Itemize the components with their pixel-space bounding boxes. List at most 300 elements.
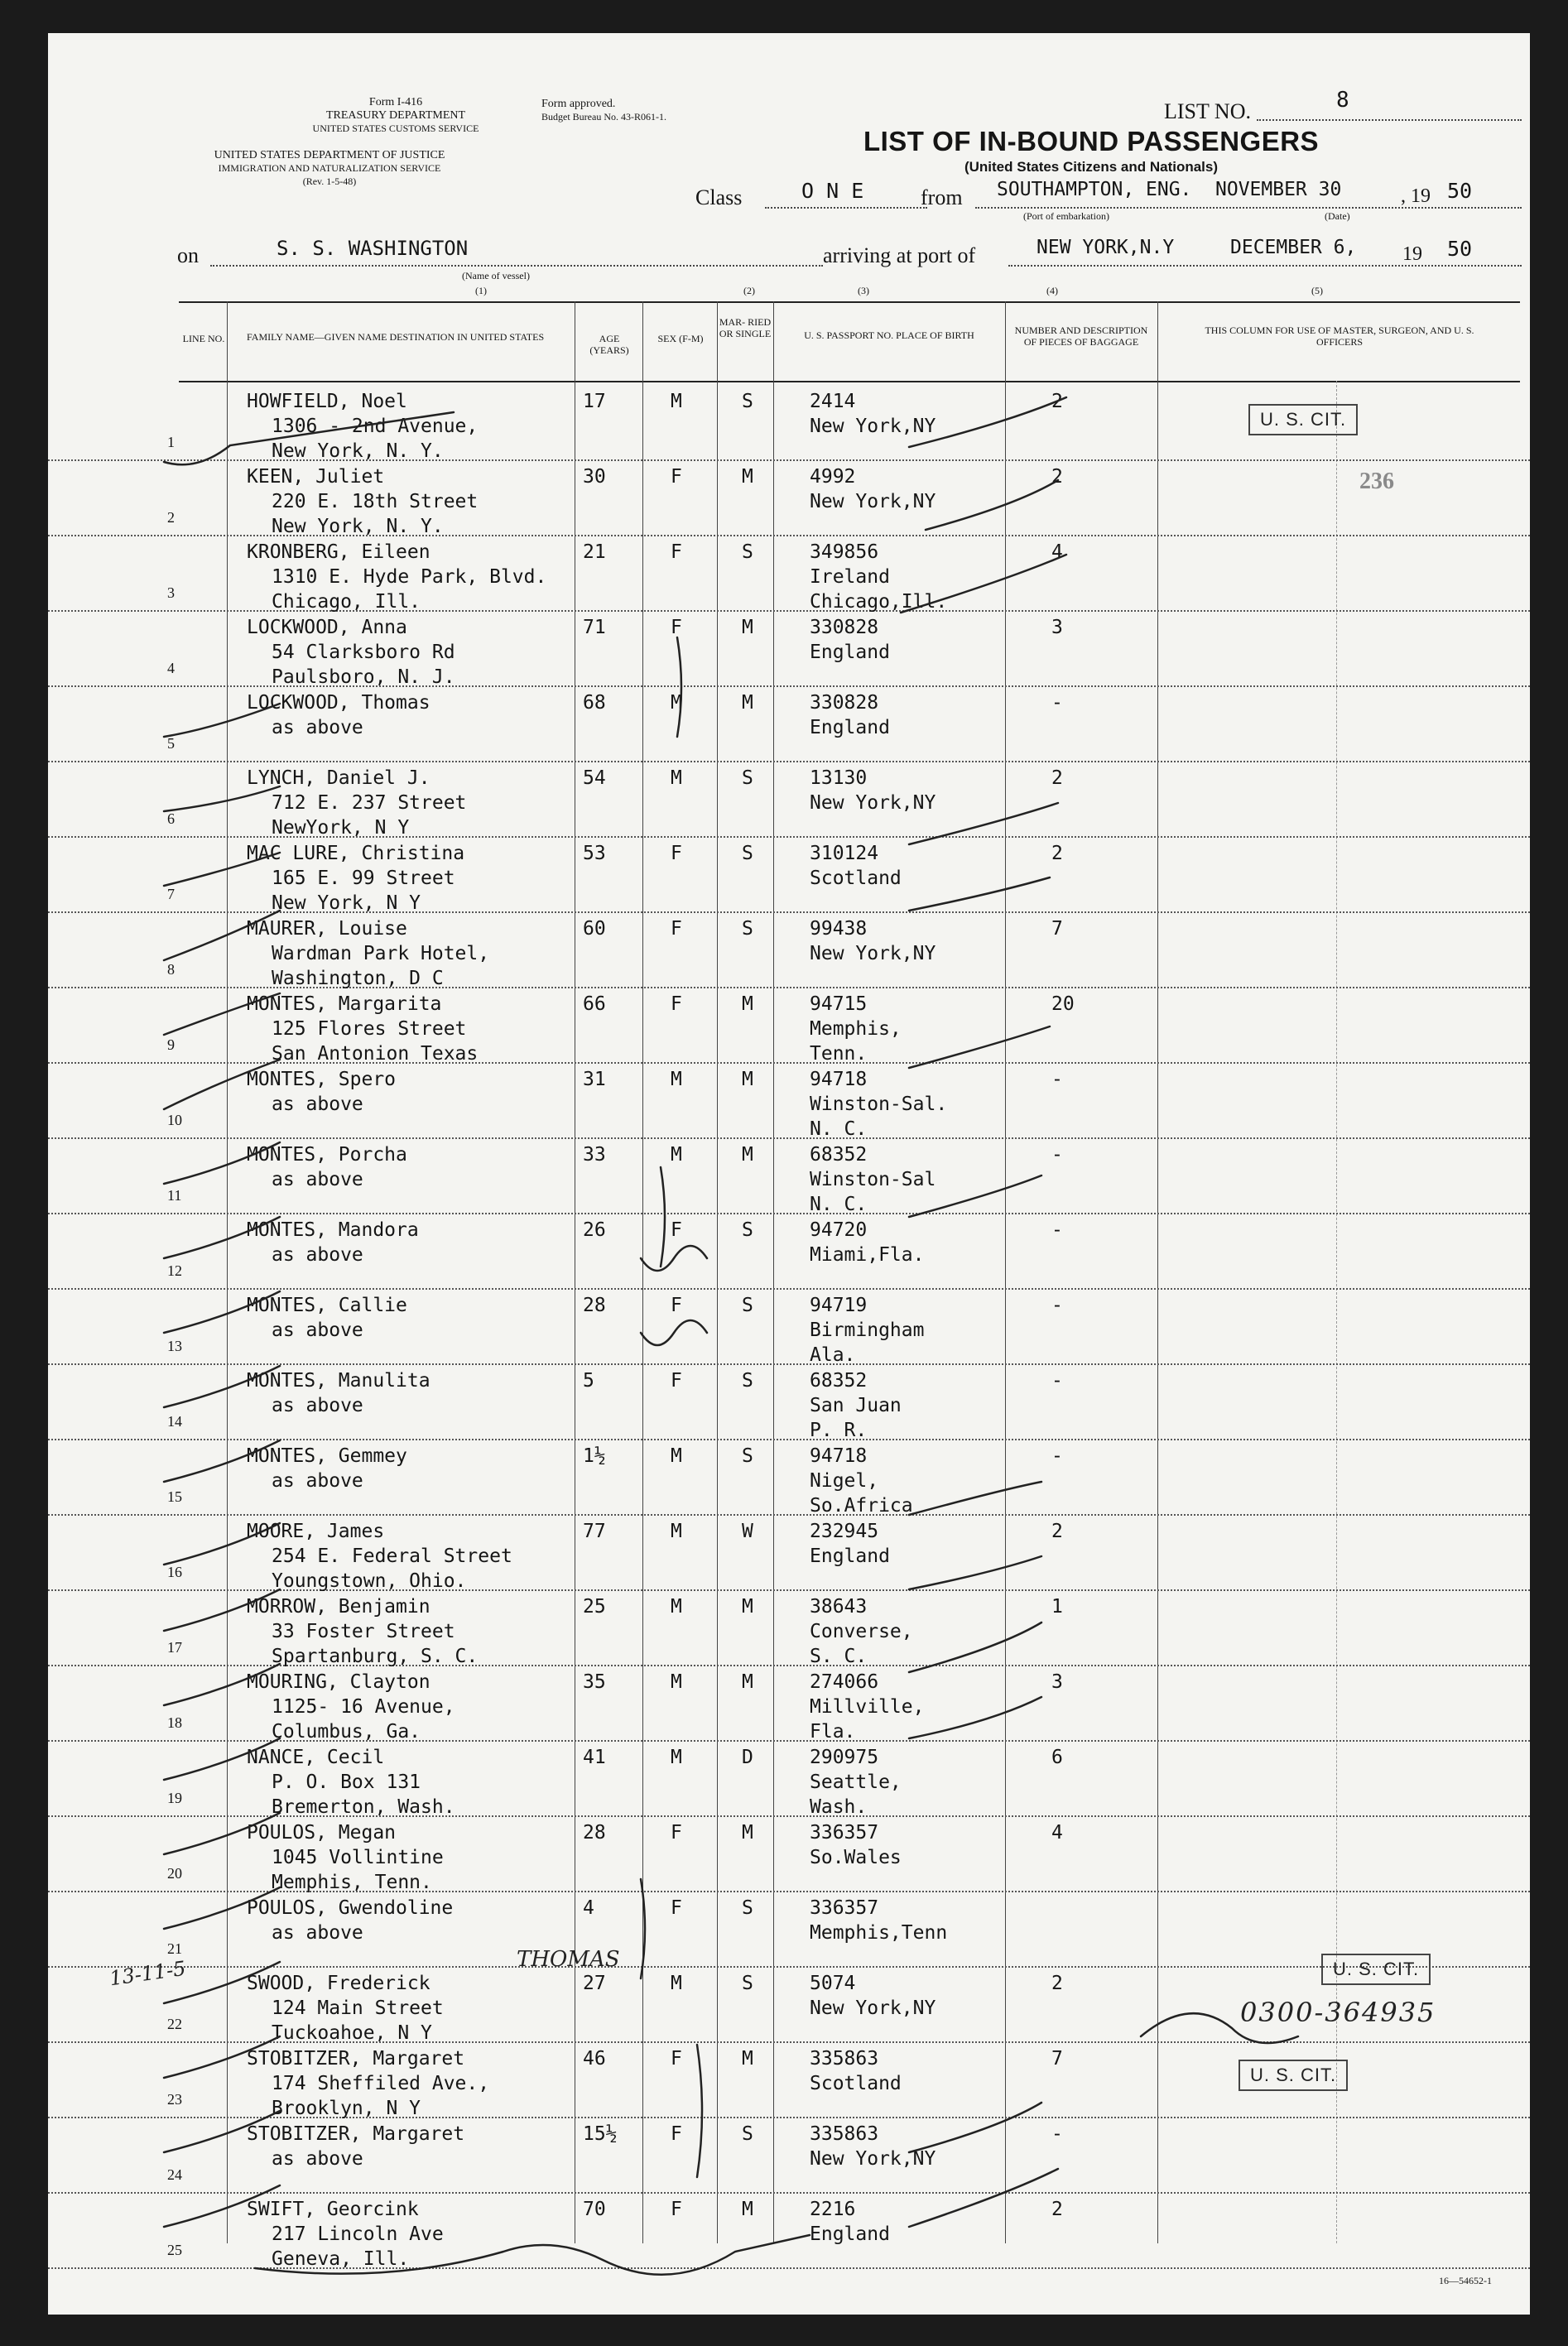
birthplace-cont-cell: P. R. bbox=[810, 1420, 868, 1441]
birthplace-cell: Miami,Fla. bbox=[810, 1244, 925, 1266]
birthplace-cell: Memphis,Tenn bbox=[810, 1922, 948, 1944]
passport-number-cell: 94718 bbox=[810, 1069, 868, 1090]
name-line: MOORE, James bbox=[247, 1521, 385, 1542]
birthplace-cont-cell: N. C. bbox=[810, 1194, 868, 1215]
line-number: 5 bbox=[167, 735, 175, 752]
age-cell: 27 bbox=[583, 1973, 606, 1994]
line-number: 25 bbox=[167, 2242, 182, 2258]
vessel-name: S. S. WASHINGTON bbox=[277, 237, 469, 260]
sex-cell: F bbox=[671, 2199, 682, 2220]
name-line: HOWFIELD, Noel bbox=[247, 391, 407, 412]
age-cell: 4 bbox=[583, 1897, 594, 1919]
col-num-5: (5) bbox=[1311, 285, 1323, 296]
birthplace-cell: Millville, bbox=[810, 1696, 925, 1718]
marital-status-cell: S bbox=[742, 1973, 753, 1994]
baggage-cell: 1 bbox=[1051, 1596, 1063, 1618]
address-line: 1045 Vollintine bbox=[272, 1847, 444, 1868]
address-line: as above bbox=[272, 1169, 363, 1190]
page-title: LIST OF IN-BOUND PASSENGERS bbox=[863, 126, 1320, 156]
name-line: MONTES, Callie bbox=[247, 1295, 407, 1316]
age-cell: 46 bbox=[583, 2048, 606, 2070]
passport-number-cell: 5074 bbox=[810, 1973, 856, 1994]
age-cell: 77 bbox=[583, 1521, 606, 1542]
birthplace-cell: Birmingham bbox=[810, 1320, 925, 1341]
address-line: 254 E. Federal Street bbox=[272, 1546, 512, 1567]
year-prefix-2: 19 bbox=[1402, 243, 1422, 265]
name-line: MONTES, Spero bbox=[247, 1069, 397, 1090]
form-number: Form I-416 bbox=[368, 96, 423, 108]
marital-status-cell: S bbox=[742, 2123, 753, 2145]
line-number: 22 bbox=[167, 2016, 182, 2032]
address-line: as above bbox=[272, 1094, 363, 1115]
passport-number-cell: 2216 bbox=[810, 2199, 856, 2220]
line-number: 15 bbox=[167, 1488, 182, 1505]
birthplace-cell: Winston-Sal bbox=[810, 1169, 936, 1190]
col-num-3: (3) bbox=[858, 285, 869, 296]
baggage-cell: - bbox=[1051, 2123, 1063, 2145]
line-number: 23 bbox=[167, 2091, 182, 2108]
baggage-cell: 7 bbox=[1051, 2048, 1063, 2070]
baggage-cell: 3 bbox=[1051, 617, 1063, 638]
baggage-cell: 6 bbox=[1051, 1747, 1063, 1768]
sex-cell: M bbox=[671, 1671, 682, 1693]
city-line: Columbus, Ga. bbox=[272, 1721, 421, 1743]
side-note: 13-11-5 bbox=[108, 1956, 188, 1991]
address-line: 217 Lincoln Ave bbox=[272, 2223, 444, 2245]
marital-status-cell: M bbox=[742, 692, 753, 714]
department-of-justice: UNITED STATES DEPARTMENT OF JUSTICE bbox=[214, 149, 445, 161]
sex-cell: M bbox=[671, 1973, 682, 1994]
age-cell: 66 bbox=[583, 993, 606, 1015]
name-line: MONTES, Gemmey bbox=[247, 1445, 407, 1467]
baggage-cell: 20 bbox=[1051, 993, 1075, 1015]
age-cell: 21 bbox=[583, 541, 606, 563]
address-line: as above bbox=[272, 717, 363, 738]
address-line: Wardman Park Hotel, bbox=[272, 943, 490, 964]
marital-status-cell: M bbox=[742, 1596, 753, 1618]
sex-cell: F bbox=[671, 1295, 682, 1316]
address-line: 1125- 16 Avenue, bbox=[272, 1696, 455, 1718]
passport-number-cell: 13130 bbox=[810, 767, 868, 789]
line-number: 20 bbox=[167, 1865, 182, 1882]
us-cit-stamp: U. S. CIT. bbox=[1248, 404, 1358, 435]
marital-status-cell: M bbox=[742, 1822, 753, 1844]
sex-cell: M bbox=[671, 767, 682, 789]
certificate-number: 0300-364935 bbox=[1240, 1997, 1436, 2028]
sex-cell: M bbox=[671, 1596, 682, 1618]
customs-service: UNITED STATES CUSTOMS SERVICE bbox=[312, 123, 479, 134]
baggage-cell: 4 bbox=[1051, 541, 1063, 563]
class-value: O N E bbox=[801, 179, 864, 203]
marital-status-cell: W bbox=[742, 1521, 753, 1542]
baggage-cell: - bbox=[1051, 1295, 1063, 1316]
age-cell: 25 bbox=[583, 1596, 606, 1618]
name-line: SWOOD, Frederick bbox=[247, 1973, 430, 1994]
age-cell: 70 bbox=[583, 2199, 606, 2220]
year-2: 50 bbox=[1447, 237, 1473, 261]
header-passport: U. S. PASSPORT NO. PLACE OF BIRTH bbox=[804, 329, 974, 341]
passport-number-cell: 38643 bbox=[810, 1596, 868, 1618]
address-line: 1306 - 2nd Avenue, bbox=[272, 416, 479, 437]
city-line: Bremerton, Wash. bbox=[272, 1796, 455, 1818]
us-cit-stamp: U. S. CIT. bbox=[1239, 2060, 1348, 2091]
marital-status-cell: S bbox=[742, 1295, 753, 1316]
line-number: 14 bbox=[167, 1413, 182, 1430]
birthplace-cell: Nigel, bbox=[810, 1470, 879, 1492]
city-line: New York, N. Y. bbox=[272, 516, 444, 537]
baggage-cell: - bbox=[1051, 692, 1063, 714]
from-value: SOUTHAMPTON, ENG. bbox=[997, 179, 1192, 200]
age-cell: 60 bbox=[583, 918, 606, 940]
marital-status-cell: M bbox=[742, 2048, 753, 2070]
address-line: 220 E. 18th Street bbox=[272, 491, 479, 512]
name-line: MONTES, Mandora bbox=[247, 1219, 419, 1241]
list-no-label: LIST NO. bbox=[1164, 99, 1251, 123]
line-number: 12 bbox=[167, 1262, 182, 1279]
baggage-cell: 2 bbox=[1051, 1973, 1063, 1994]
name-line: STOBITZER, Margaret bbox=[247, 2123, 465, 2145]
city-line: Chicago, Ill. bbox=[272, 591, 421, 613]
sex-cell: F bbox=[671, 918, 682, 940]
city-line: Geneva, Ill. bbox=[272, 2248, 410, 2270]
name-line: MONTES, Porcha bbox=[247, 1144, 407, 1166]
passport-number-cell: 4992 bbox=[810, 466, 856, 488]
name-line: NANCE, Cecil bbox=[247, 1747, 385, 1768]
class-label: Class bbox=[695, 185, 743, 209]
baggage-cell: 2 bbox=[1051, 1521, 1063, 1542]
manifest-page bbox=[48, 33, 1530, 2315]
age-cell: 71 bbox=[583, 617, 606, 638]
address-line: P. O. Box 131 bbox=[272, 1772, 421, 1793]
sex-cell: F bbox=[671, 993, 682, 1015]
birthplace-cell: New York,NY bbox=[810, 2148, 936, 2170]
birthplace-cell: So.Wales bbox=[810, 1847, 902, 1868]
baggage-cell: 2 bbox=[1051, 843, 1063, 864]
address-line: 712 E. 237 Street bbox=[272, 792, 467, 814]
name-line: LOCKWOOD, Anna bbox=[247, 617, 407, 638]
header-age: AGE (YEARS) bbox=[589, 333, 629, 356]
marital-status-cell: S bbox=[742, 391, 753, 412]
passport-number-cell: 99438 bbox=[810, 918, 868, 940]
birthplace-cell: Scotland bbox=[810, 2073, 902, 2094]
passport-number-cell: 94719 bbox=[810, 1295, 868, 1316]
name-line: MONTES, Manulita bbox=[247, 1370, 430, 1392]
passport-number-cell: 336357 bbox=[810, 1897, 879, 1919]
ins-service: IMMIGRATION AND NATURALIZATION SERVICE bbox=[218, 162, 441, 174]
address-line: as above bbox=[272, 1922, 363, 1944]
city-line: San Antonion Texas bbox=[272, 1043, 479, 1065]
line-number: 16 bbox=[167, 1564, 182, 1580]
age-cell: 1½ bbox=[583, 1445, 606, 1467]
name-line: LYNCH, Daniel J. bbox=[247, 767, 430, 789]
birthplace-cell: New York,NY bbox=[810, 416, 936, 437]
sex-cell: F bbox=[671, 1219, 682, 1241]
birthplace-cell: New York,NY bbox=[810, 943, 936, 964]
arrival-date-departure: NOVEMBER 30 bbox=[1215, 179, 1342, 200]
check-marks bbox=[164, 397, 1298, 2275]
page-subtitle: (United States Citizens and Nationals) bbox=[964, 159, 1219, 175]
passport-number-cell: 94720 bbox=[810, 1219, 868, 1241]
thomas-handwriting: THOMAS bbox=[517, 1947, 620, 1972]
vessel-caption: (Name of vessel) bbox=[462, 270, 530, 281]
sex-cell: M bbox=[671, 1445, 682, 1467]
line-number: 24 bbox=[167, 2166, 182, 2183]
col-num-1: (1) bbox=[475, 285, 487, 296]
age-cell: 5 bbox=[583, 1370, 594, 1392]
number-236-annotation: 236 bbox=[1359, 469, 1394, 494]
address-line: as above bbox=[272, 1470, 363, 1492]
city-line: Memphis, Tenn. bbox=[272, 1872, 432, 1893]
name-line: KEEN, Juliet bbox=[247, 466, 385, 488]
name-line: STOBITZER, Margaret bbox=[247, 2048, 465, 2070]
marital-status-cell: S bbox=[742, 918, 753, 940]
list-no-value: 8 bbox=[1336, 88, 1349, 113]
birthplace-cell: England bbox=[810, 642, 890, 663]
line-number: 1 bbox=[167, 434, 175, 450]
year-1: 50 bbox=[1447, 179, 1473, 203]
passport-number-cell: 330828 bbox=[810, 617, 879, 638]
marital-status-cell: D bbox=[742, 1747, 753, 1768]
age-cell: 17 bbox=[583, 391, 606, 412]
passport-number-cell: 94718 bbox=[810, 1445, 868, 1467]
passport-number-cell: 310124 bbox=[810, 843, 879, 864]
baggage-cell: 4 bbox=[1051, 1822, 1063, 1844]
baggage-cell: - bbox=[1051, 1370, 1063, 1392]
header-line-no: LINE NO. bbox=[182, 333, 225, 344]
header-married: MAR- RIED OR SINGLE bbox=[719, 316, 772, 339]
birthplace-cont-cell: Fla. bbox=[810, 1721, 856, 1743]
name-line: POULOS, Gwendoline bbox=[247, 1897, 454, 1919]
passport-number-cell: 2414 bbox=[810, 391, 856, 412]
passport-number-cell: 290975 bbox=[810, 1747, 879, 1768]
baggage-cell: 2 bbox=[1051, 2199, 1063, 2220]
treasury-department: TREASURY DEPARTMENT bbox=[325, 109, 466, 122]
sex-cell: M bbox=[671, 1521, 682, 1542]
passport-number-cell: 330828 bbox=[810, 692, 879, 714]
name-line: MONTES, Margarita bbox=[247, 993, 442, 1015]
baggage-cell: - bbox=[1051, 1144, 1063, 1166]
marital-status-cell: M bbox=[742, 1069, 753, 1090]
marital-status-cell: M bbox=[742, 993, 753, 1015]
city-line: Spartanburg, S. C. bbox=[272, 1646, 479, 1667]
line-number: 3 bbox=[167, 584, 175, 601]
passport-number-cell: 335863 bbox=[810, 2048, 879, 2070]
arrival-date: DECEMBER 6, bbox=[1230, 237, 1357, 258]
address-line: 124 Main Street bbox=[272, 1997, 444, 2019]
city-line: Brooklyn, N Y bbox=[272, 2098, 421, 2119]
baggage-cell: - bbox=[1051, 1445, 1063, 1467]
sex-cell: F bbox=[671, 1822, 682, 1844]
passport-number-cell: 94715 bbox=[810, 993, 868, 1015]
header-sex: SEX (F-M) bbox=[657, 333, 704, 344]
birthplace-cell: Ireland bbox=[810, 566, 890, 588]
city-line: Paulsboro, N. J. bbox=[272, 666, 455, 688]
sex-cell: F bbox=[671, 617, 682, 638]
birthplace-cell: New York,NY bbox=[810, 1997, 936, 2019]
form-revision: (Rev. 1-5-48) bbox=[302, 175, 357, 187]
birthplace-cell: England bbox=[810, 2223, 890, 2245]
on-label: on bbox=[177, 243, 199, 267]
birthplace-cont-cell: S. C. bbox=[810, 1646, 868, 1667]
us-cit-stamp: U. S. CIT. bbox=[1321, 1954, 1431, 1985]
line-number: 4 bbox=[167, 660, 175, 676]
handwritten-marks bbox=[48, 33, 1530, 2315]
footer-code: 16—54652-1 bbox=[1439, 2275, 1492, 2286]
marital-status-cell: S bbox=[742, 767, 753, 789]
marital-status-cell: M bbox=[742, 2199, 753, 2220]
year-prefix-1: , 19 bbox=[1401, 185, 1431, 207]
address-line: 54 Clarksboro Rd bbox=[272, 642, 455, 663]
birthplace-cont-cell: N. C. bbox=[810, 1118, 868, 1140]
baggage-cell: 3 bbox=[1051, 1671, 1063, 1693]
age-cell: 30 bbox=[583, 466, 606, 488]
marital-status-cell: M bbox=[742, 1671, 753, 1693]
age-cell: 28 bbox=[583, 1295, 606, 1316]
age-cell: 28 bbox=[583, 1822, 606, 1844]
passport-number-cell: 336357 bbox=[810, 1822, 879, 1844]
age-cell: 41 bbox=[583, 1747, 606, 1768]
sex-cell: M bbox=[671, 391, 682, 412]
sex-cell: F bbox=[671, 1897, 682, 1919]
passport-number-cell: 232945 bbox=[810, 1521, 879, 1542]
baggage-cell: 7 bbox=[1051, 918, 1063, 940]
sex-cell: F bbox=[671, 1370, 682, 1392]
line-number: 2 bbox=[167, 509, 175, 526]
name-line: SWIFT, Georcink bbox=[247, 2199, 419, 2220]
line-number: 19 bbox=[167, 1790, 182, 1806]
header-baggage: NUMBER AND DESCRIPTION OF PIECES OF BAGGAGE bbox=[1014, 324, 1148, 348]
line-number: 10 bbox=[167, 1112, 182, 1128]
passport-number-cell: 335863 bbox=[810, 2123, 879, 2145]
marital-status-cell: M bbox=[742, 466, 753, 488]
line-number: 11 bbox=[167, 1187, 182, 1204]
sex-cell: M bbox=[671, 1747, 682, 1768]
sex-cell: M bbox=[671, 692, 682, 714]
age-cell: 33 bbox=[583, 1144, 606, 1166]
age-cell: 53 bbox=[583, 843, 606, 864]
address-line: 1310 E. Hyde Park, Blvd. bbox=[272, 566, 547, 588]
address-line: as above bbox=[272, 1395, 363, 1416]
age-cell: 35 bbox=[583, 1671, 606, 1693]
baggage-cell: 2 bbox=[1051, 466, 1063, 488]
age-cell: 54 bbox=[583, 767, 606, 789]
line-number: 8 bbox=[167, 961, 175, 978]
marital-status-cell: M bbox=[742, 617, 753, 638]
city-line: New York, N Y bbox=[272, 892, 421, 914]
name-line: POULOS, Megan bbox=[247, 1822, 397, 1844]
line-number: 6 bbox=[167, 810, 175, 827]
address-line: as above bbox=[272, 2148, 363, 2170]
line-number: 9 bbox=[167, 1036, 175, 1053]
birthplace-cell: New York,NY bbox=[810, 491, 936, 512]
baggage-cell: 2 bbox=[1051, 767, 1063, 789]
marital-status-cell: S bbox=[742, 1445, 753, 1467]
address-line: as above bbox=[272, 1244, 363, 1266]
city-line: New York, N. Y. bbox=[272, 440, 444, 462]
passport-number-cell: 68352 bbox=[810, 1370, 868, 1392]
marital-status-cell: S bbox=[742, 1897, 753, 1919]
birthplace-cont-cell: Tenn. bbox=[810, 1043, 868, 1065]
name-line: MAC LURE, Christina bbox=[247, 843, 465, 864]
baggage-cell: 2 bbox=[1051, 391, 1063, 412]
date-caption: (Date) bbox=[1325, 210, 1350, 222]
port-embarkation-caption: (Port of embarkation) bbox=[1023, 210, 1109, 222]
name-line: MAURER, Louise bbox=[247, 918, 407, 940]
birthplace-cell: Seattle, bbox=[810, 1772, 902, 1793]
city-line: NewYork, N Y bbox=[272, 817, 410, 839]
arrival-port: NEW YORK,N.Y bbox=[1037, 237, 1175, 258]
name-line: LOCKWOOD, Thomas bbox=[247, 692, 430, 714]
header-name: FAMILY NAME—GIVEN NAME DESTINATION IN UNITED STATES bbox=[247, 331, 545, 343]
col-num-2: (2) bbox=[743, 285, 755, 296]
baggage-cell: - bbox=[1051, 1069, 1063, 1090]
birthplace-cont-cell: So.Africa bbox=[810, 1495, 913, 1517]
address-line: 174 Sheffiled Ave., bbox=[272, 2073, 490, 2094]
address-line: 33 Foster Street bbox=[272, 1621, 455, 1642]
address-line: 165 E. 99 Street bbox=[272, 868, 455, 889]
from-label: from bbox=[921, 185, 963, 209]
city-line: Tuckoahoe, N Y bbox=[272, 2022, 432, 2044]
birthplace-cell: Winston-Sal. bbox=[810, 1094, 948, 1115]
age-cell: 31 bbox=[583, 1069, 606, 1090]
arriving-label: arriving at port of bbox=[823, 243, 976, 267]
birthplace-cell: Scotland bbox=[810, 868, 902, 889]
birthplace-cont-cell: Chicago,Ill. bbox=[810, 591, 948, 613]
line-number: 18 bbox=[167, 1714, 182, 1731]
col-num-4: (4) bbox=[1046, 285, 1058, 296]
birthplace-cell: Memphis, bbox=[810, 1018, 902, 1040]
sex-cell: F bbox=[671, 843, 682, 864]
city-line: Washington, D C bbox=[272, 968, 444, 989]
line-number: 13 bbox=[167, 1338, 182, 1354]
sex-cell: F bbox=[671, 2123, 682, 2145]
line-number: 17 bbox=[167, 1639, 182, 1656]
birthplace-cell: New York,NY bbox=[810, 792, 936, 814]
baggage-cell: - bbox=[1051, 1219, 1063, 1241]
sex-cell: M bbox=[671, 1069, 682, 1090]
birthplace-cell: San Juan bbox=[810, 1395, 902, 1416]
marital-status-cell: S bbox=[742, 541, 753, 563]
birthplace-cell: England bbox=[810, 1546, 890, 1567]
marital-status-cell: M bbox=[742, 1144, 753, 1166]
birthplace-cont-cell: Ala. bbox=[810, 1344, 856, 1366]
line-number: 21 bbox=[167, 1940, 182, 1957]
marital-status-cell: S bbox=[742, 1219, 753, 1241]
name-line: MOURING, Clayton bbox=[247, 1671, 430, 1693]
age-cell: 68 bbox=[583, 692, 606, 714]
birthplace-cont-cell: Wash. bbox=[810, 1796, 868, 1818]
sex-cell: F bbox=[671, 2048, 682, 2070]
birthplace-cell: Converse, bbox=[810, 1621, 913, 1642]
passport-number-cell: 68352 bbox=[810, 1144, 868, 1166]
marital-status-cell: S bbox=[742, 1370, 753, 1392]
birthplace-cell: England bbox=[810, 717, 890, 738]
address-line: as above bbox=[272, 1320, 363, 1341]
line-number: 7 bbox=[167, 886, 175, 902]
budget-bureau: Budget Bureau No. 43-R061-1. bbox=[541, 111, 666, 123]
sex-cell: F bbox=[671, 541, 682, 563]
form-approved: Form approved. bbox=[541, 98, 616, 110]
passport-number-cell: 274066 bbox=[810, 1671, 879, 1693]
city-line: Youngstown, Ohio. bbox=[272, 1570, 467, 1592]
age-cell: 15½ bbox=[583, 2123, 618, 2145]
name-line: MORROW, Benjamin bbox=[247, 1596, 430, 1618]
age-cell: 26 bbox=[583, 1219, 606, 1241]
sex-cell: F bbox=[671, 466, 682, 488]
marital-status-cell: S bbox=[742, 843, 753, 864]
sex-cell: M bbox=[671, 1144, 682, 1166]
passport-number-cell: 349856 bbox=[810, 541, 879, 563]
